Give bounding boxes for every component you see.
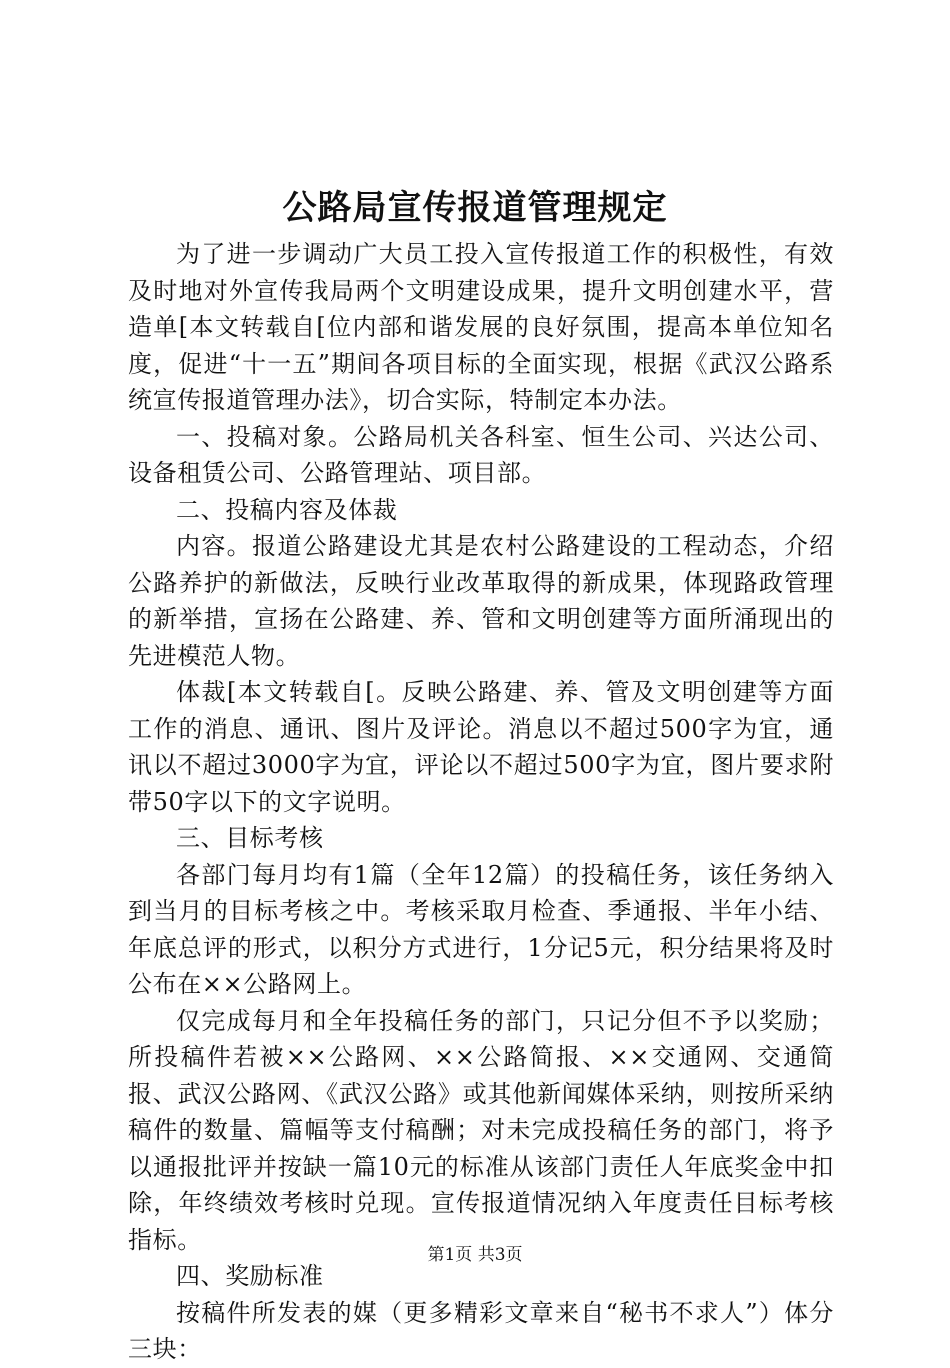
paragraph-genre: 体裁[本文转载自[。反映公路建、养、管及文明创建等方面工作的消息、通讯、图片及评论。消息以不超过500字为宜，通讯以不超过3000字为宜，评论以不超过500字为宜，图片要求附带50字以下的文字说明。 — [128, 678, 834, 816]
document-body — [128, 236, 834, 1368]
heading-section-3: 三、目标考核 — [176, 824, 324, 852]
paragraph-intro: 为了进一步调动广大员工投入宣传报道工作的积极性，有效及时地对外宣传我局两个文明建设成果，提升文明创建水平，营造单[本文转载自[位内部和谐发展的良好氛围，提高本单位知名度，促进“十一五”期间各项目标的全面实现，根据《武汉公路系统宣传报道管理办法》，切合实际，特制定本办法。 — [128, 240, 834, 414]
heading-section-4: 四、奖励标准 — [176, 1262, 324, 1290]
heading-section-2: 二、投稿内容及体裁 — [176, 495, 398, 524]
page-footer: 第1页 共3页 — [427, 1245, 523, 1265]
paragraph-section-1: 一、投稿对象。公路局机关各科室、恒生公司、兴达公司、设备租赁公司、公路管理站、项目部。 — [128, 422, 834, 487]
paragraph-reward-standard: 按稿件所发表的媒（更多精彩文章来自“秘书不求人”）体分三块： — [128, 1298, 834, 1363]
paragraph-content: 内容。报道公路建设尤其是农村公路建设的工程动态，介绍公路养护的新做法，反映行业改革取得的新成果，体现路政管理的新举措，宣扬在公路建、养、管和文明创建等方面所涌现出的先进模范人物。 — [128, 532, 834, 670]
page-title: 公路局宣传报道管理规定 — [282, 188, 668, 228]
paragraph-rewards-rules: 仅完成每月和全年投稿任务的部门，只记分但不予以奖励；所投稿件若被××公路网、××公路简报、××交通网、交通简报、武汉公路网、《武汉公路》或其他新闻媒体采纳，则按所采纳稿件的数量、篇幅等支付稿酬；对未完成投稿任务的部门，将予以通报批评并按缺一篇10元的标准从该部门责任人年底奖金中扣除，年终绩效考核时兑现。宣传报道情况纳入年度责任目标考核指标。 — [128, 1006, 834, 1254]
paragraph-assessment: 各部门每月均有1篇（全年12篇）的投稿任务，该任务纳入到当月的目标考核之中。考核采取月检查、季通报、半年小结、年底总评的形式，以积分方式进行，1分记5元，积分结果将及时公布在××公路网上。 — [128, 860, 834, 998]
